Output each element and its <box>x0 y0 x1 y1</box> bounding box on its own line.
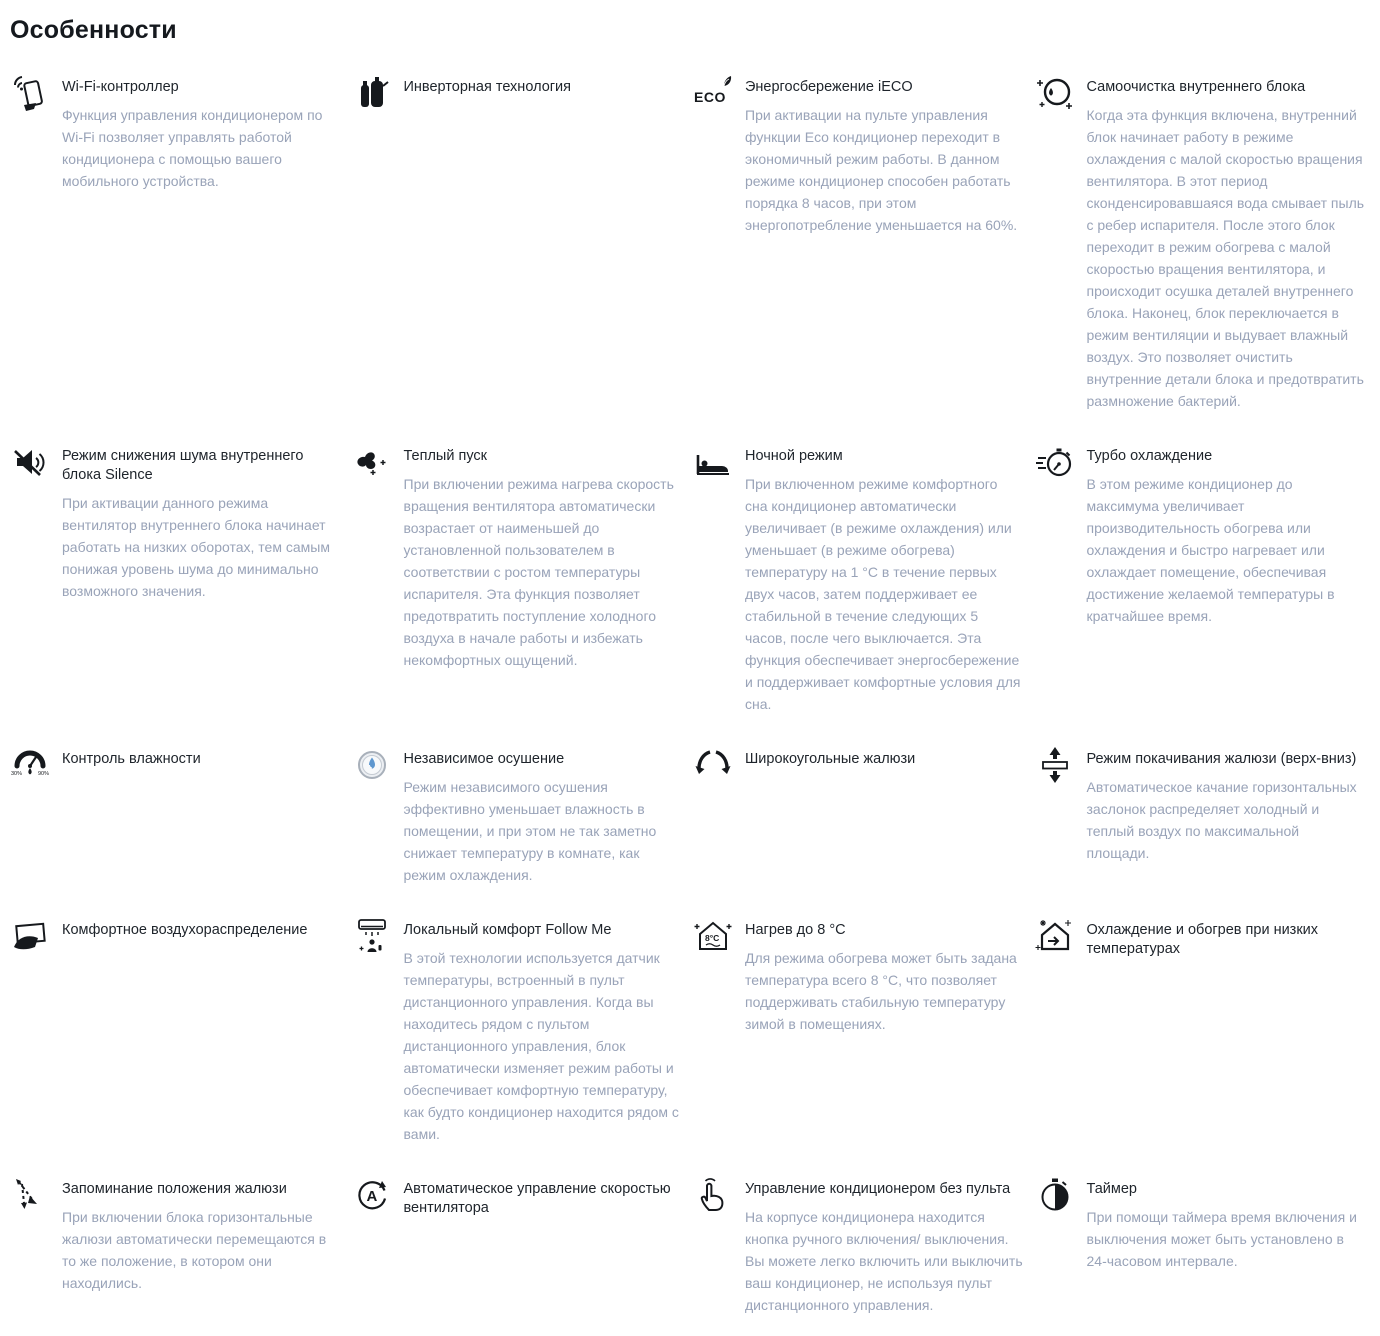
feature-title: Нагрев до 8 °C <box>745 922 846 938</box>
timer-icon <box>1035 1175 1075 1215</box>
feature-item <box>1035 918 1367 966</box>
feature-item <box>1035 747 1367 864</box>
feature-item <box>352 75 684 113</box>
feature-description: При активации данного режима вентилятор внутреннего блока начинает работать на низких оборотах, тем самым понижая уровень шума до минимально возможного значения. <box>62 495 330 599</box>
feature-title: Независимое осушение <box>403 751 565 767</box>
feature-item <box>10 1177 342 1294</box>
feature-item <box>10 75 342 192</box>
louver-position-memory-icon <box>10 1175 50 1215</box>
turbo-cooling-icon <box>1035 442 1075 482</box>
inverter-technology-icon <box>352 73 392 113</box>
feature-title: Режим снижения шума внутреннего блока Silence <box>62 448 304 483</box>
night-mode-icon <box>693 442 733 482</box>
feature-title: Ночной режим <box>745 448 843 464</box>
feature-title: Режим покачивания жалюзи (верх-вниз) <box>1086 751 1357 767</box>
independent-drying-icon <box>352 745 392 785</box>
feature-item <box>1035 444 1367 627</box>
feature-item <box>352 444 684 671</box>
feature-title: Локальный комфорт Follow Me <box>403 922 612 938</box>
feature-description: При активации на пульте управления функции Eco кондиционер переходит в экономичный режим работы. В данном режиме кондиционер способен работать порядка 8 часов, при этом энергопотребление уменьшается на 60%. <box>745 107 1018 233</box>
self-cleaning-icon <box>1035 73 1075 113</box>
svg-text:90%: 90% <box>38 771 50 777</box>
silence-mode-icon <box>10 442 50 482</box>
feature-title: Запоминание положения жалюзи <box>62 1181 287 1197</box>
feature-item <box>693 747 1025 785</box>
feature-item <box>10 918 342 956</box>
feature-item <box>693 918 1025 1035</box>
feature-description: Когда эта функция включена, внутренний блок начинает работу в режиме охлаждения с малой скоростью вращения вентилятора. В этот период сконденсировавшаяся вода смывает пыль с ребер испарителя. После этого блок переходит в режим обогрева с малой скоростью вращения вентилятора, и происходит осушка деталей внутреннего блока. Наконец, блок переключается в режим вентиляции и выдувает влажный воздух. Это позволяет очистить внутренние детали блока и предотвратить размножение бактерий. <box>1086 107 1365 409</box>
feature-description: Функция управления кондиционером по Wi-Fi позволяет управлять работой кондиционера с помощью вашего мобильного устройства. <box>62 107 323 189</box>
page-title: Особенности <box>10 16 177 44</box>
feature-title: Охлаждение и обогрев при низких температурах <box>1086 922 1319 957</box>
louver-swing-vertical-icon <box>1035 745 1075 785</box>
feature-description: В этой технологии используется датчик температуры, встроенный в пульт дистанционного управления. Когда вы находитесь рядом с пультом дистанционного управления, блок автоматически изменяет режим работы и обеспечивает комфортную температуру, как будто кондиционер находится рядом с вами. <box>403 950 679 1142</box>
feature-title: Инверторная технология <box>403 79 571 95</box>
feature-item <box>10 444 342 602</box>
low-temperature-operation-icon <box>1035 916 1075 956</box>
features-grid <box>10 75 1366 1316</box>
feature-title: Турбо охлаждение <box>1086 448 1213 464</box>
feature-item <box>352 747 684 886</box>
feature-item <box>352 918 684 1145</box>
eco-energy-saving-icon <box>693 73 733 113</box>
feature-title: Энергосбережение iECO <box>745 79 913 95</box>
feature-description: При включенном режиме комфортного сна кондиционер автоматически увеличивает (в режиме охлаждения) или уменьшает (в режиме обогрева) температуру на 1 °C в течение первых двух часов, затем поддерживает ее стабильной в течение следующих 5 часов, после чего выключается. Эта функция обеспечивает энергосбережение и поддерживает комфортные условия для сна. <box>745 476 1021 712</box>
svg-text:ECO: ECO <box>694 89 726 105</box>
feature-title: Теплый пуск <box>403 448 488 464</box>
svg-text:8°C: 8°C <box>705 933 720 943</box>
svg-text:A: A <box>366 1188 377 1205</box>
feature-title: Таймер <box>1086 1181 1137 1197</box>
feature-title: Самоочистка внутреннего блока <box>1086 79 1306 95</box>
follow-me-icon <box>352 916 392 956</box>
feature-description: При включении режима нагрева скорость вращения вентилятора автоматически возрастает от наименьшей до установленной пользователем в соответствии с ростом температуры испарителя. Эта функция позволяет предотвратить поступление холодного воздуха в начале работы и избежать некомфортных ощущений. <box>403 476 674 668</box>
feature-item <box>1035 1177 1367 1272</box>
feature-description: Для режима обогрева может быть задана температура всего 8 °C, что позволяет поддерживать стабильную температуру зимой в помещениях. <box>745 950 1017 1032</box>
svg-text:30%: 30% <box>11 771 23 777</box>
feature-item <box>1035 75 1367 412</box>
auto-fan-speed-icon <box>352 1175 392 1215</box>
feature-item <box>693 444 1025 715</box>
feature-description: Режим независимого осушения эффективно уменьшает влажность в помещении, и при этом не так заметно снижает температуру в комнате, как режим охлаждения. <box>403 779 657 883</box>
feature-description: В этом режиме кондиционер до максимума увеличивает производительность обогрева или охлаждения и быстро нагревает или охлаждает помещение, обеспечивая достижение желаемой температуры в кратчайшее время. <box>1086 476 1335 624</box>
feature-title: Управление кондиционером без пульта <box>745 1181 1011 1197</box>
feature-item <box>693 75 1025 236</box>
feature-title: Широкоугольные жалюзи <box>745 751 916 767</box>
warm-start-icon <box>352 442 392 482</box>
no-remote-control-icon <box>693 1175 733 1215</box>
feature-description: При помощи таймера время включения и выключения может быть установлено в 24-часовом интервале. <box>1086 1209 1357 1269</box>
feature-title: Комфортное воздухораспределение <box>62 922 308 938</box>
feature-description: Автоматическое качание горизонтальных заслонок распределяет холодный и теплый воздух по максимальной площади. <box>1086 779 1357 861</box>
feature-title: Wi-Fi-контроллер <box>62 79 179 95</box>
feature-description: При включении блока горизонтальные жалюзи автоматически перемещаются в то же положение, в котором они находились. <box>62 1209 327 1291</box>
humidity-control-icon <box>10 745 50 785</box>
feature-item <box>352 1177 684 1225</box>
feature-title: Автоматическое управление скоростью вентилятора <box>403 1181 671 1216</box>
feature-item <box>10 747 342 785</box>
feature-item <box>693 1177 1025 1316</box>
air-distribution-icon <box>10 916 50 956</box>
feature-title: Контроль влажности <box>62 751 201 767</box>
feature-description: На корпусе кондиционера находится кнопка ручного включения/ выключения. Вы можете легко включить или выключить ваш кондиционер, не используя пульт дистанционного управления. <box>745 1209 1023 1313</box>
wide-angle-louvers-icon <box>693 745 733 785</box>
heating-8c-icon <box>693 916 733 956</box>
wifi-controller-icon <box>10 73 50 113</box>
